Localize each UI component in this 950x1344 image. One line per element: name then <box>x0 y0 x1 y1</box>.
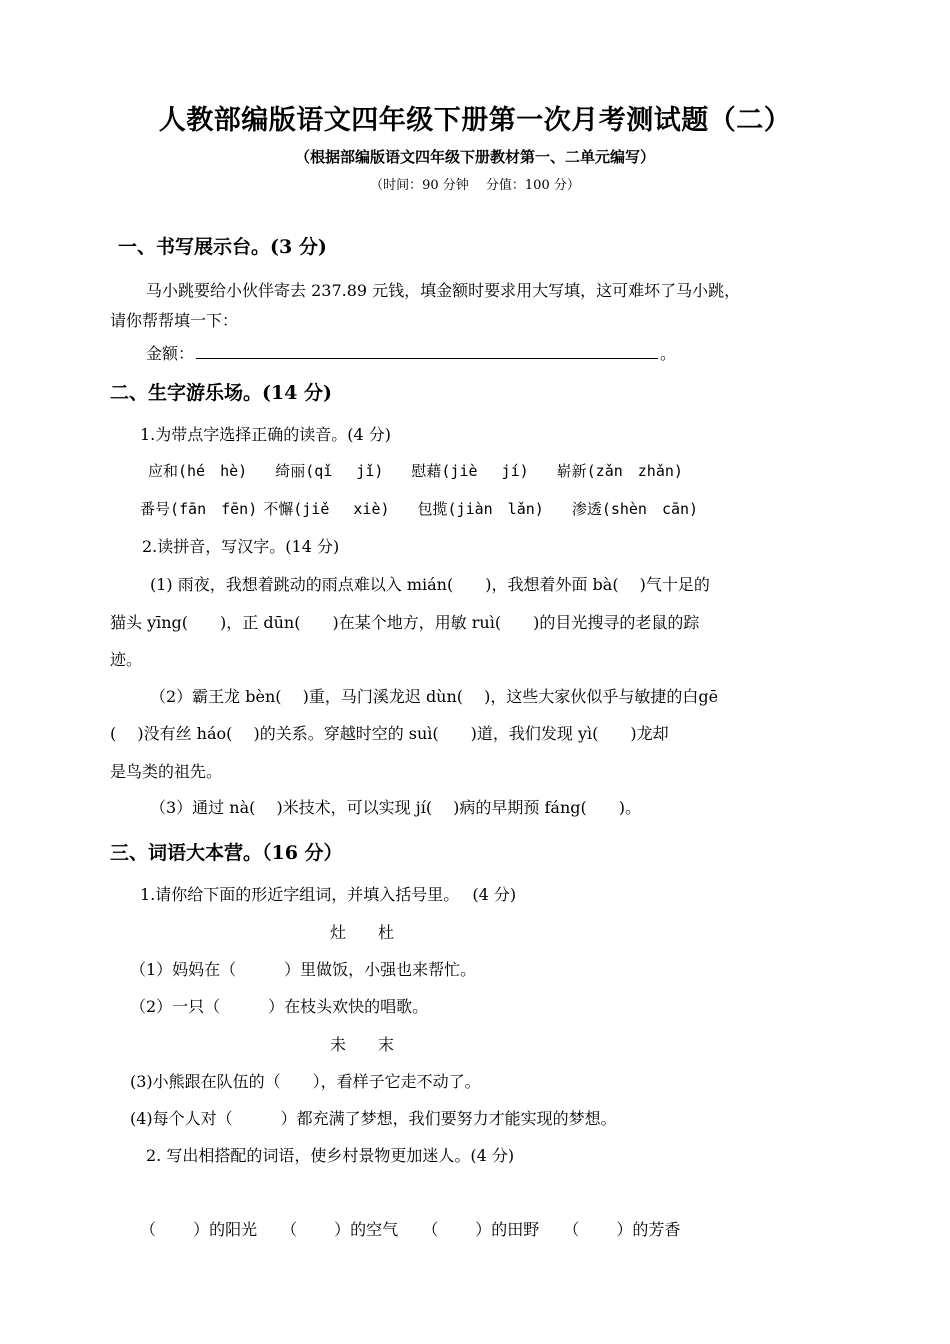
q1-row1 <box>148 460 711 481</box>
section2-heading: 二、生字游乐场。(14 分) <box>110 382 333 404</box>
phrase-item: （ ）的阳光 <box>140 1220 258 1239</box>
sentence-2: （2）一只（ ）在枝头欢快的唱歌。 <box>130 997 429 1016</box>
q1-item: 包揽(jiàn lǎn) <box>417 500 544 518</box>
amount-row <box>146 340 676 364</box>
q1-item: 番号(fān fēn) <box>140 500 258 518</box>
q2-p1-line2: 猫头 yīng( )，正 dūn( )在某个地方，用敏 ruì( )的目光搜寻的老鼠的踪 <box>110 613 700 632</box>
phrase-item: （ ）的田野 <box>422 1220 540 1239</box>
section3-heading: 三、词语大本营。（16 分） <box>110 842 343 864</box>
section2-q2-prompt: 2.读拼音，写汉字。(14 分) <box>142 537 340 556</box>
amount-label: 金额： <box>146 344 195 363</box>
q2-p1-line1: (1) 雨夜，我想着跳动的雨点难以入 mián( )，我想着外面 bà( )气十足的 <box>150 575 710 594</box>
phrase-item: （ ）的空气 <box>281 1220 399 1239</box>
section1-heading: 一、书写展示台。(3 分) <box>118 236 327 258</box>
section2-q1-prompt: 1.为带点字选择正确的读音。(4 分) <box>140 425 392 444</box>
q2-p2-line2: ( )没有丝 háo( )的关系。穿越时空的 suì( )道，我们发现 yì( )龙却 <box>110 724 669 743</box>
q1-row2 <box>140 498 726 519</box>
q1-item: 崭新(zǎn zhǎn) <box>556 462 683 480</box>
sentence-4: (4)每个人对（ ）都充满了梦想，我们要努力才能实现的梦想。 <box>130 1109 617 1128</box>
phrase-row <box>140 1217 680 1240</box>
q1-item: 不懈(jiě xiè) <box>263 500 390 518</box>
q1-item: 绮丽(qǐ jǐ) <box>275 462 384 480</box>
section1-text-line1: 马小跳要给小伙伴寄去 237.89 元钱，填金额时要求用大写填，这可难坏了马小跳， <box>146 281 741 300</box>
section3-q1-prompt: 1.请你给下面的形近字组词，并填入括号里。 (4 分) <box>140 885 517 904</box>
section1-text-line2: 请你帮帮填一下： <box>110 311 239 330</box>
page-title: 人教部编版语文四年级下册第一次月考测试题（二） <box>158 105 792 136</box>
q1-item: 应和(hé hè) <box>148 462 248 480</box>
q2-p2-line3: 是鸟类的祖先。 <box>110 762 223 781</box>
amount-blank[interactable] <box>196 340 658 359</box>
sentence-3: (3)小熊跟在队伍的（ ），看样子它走不动了。 <box>130 1072 481 1091</box>
q2-p3-line1: （3）通过 nà( )米技术，可以实现 jí( )病的早期预 fáng( )。 <box>150 798 641 817</box>
q2-p1-line3: 迹。 <box>110 650 143 669</box>
char-pair-1: 灶 杜 <box>330 923 395 942</box>
q1-item: 慰藉(jiè jí) <box>411 462 529 480</box>
section3-q2-prompt: 2. 写出相搭配的词语，使乡村景物更加迷人。(4 分) <box>146 1146 515 1165</box>
page-subtitle: （根据部编版语文四年级下册教材第一、二单元编写） <box>294 148 655 166</box>
amount-end: 。 <box>660 344 677 363</box>
time-score-note: （时间：90 分钟 分值：100 分） <box>370 178 580 193</box>
q1-item: 渗透(shèn cān) <box>571 500 699 518</box>
phrase-item: （ ）的芳香 <box>563 1220 681 1239</box>
sentence-1: （1）妈妈在（ ）里做饭，小强也来帮忙。 <box>130 960 477 979</box>
char-pair-2: 未 末 <box>330 1035 395 1054</box>
q2-p2-line1: （2）霸王龙 bèn( )重，马门溪龙迟 dùn( )，这些大家伙似乎与敏捷的白gē <box>150 687 719 706</box>
